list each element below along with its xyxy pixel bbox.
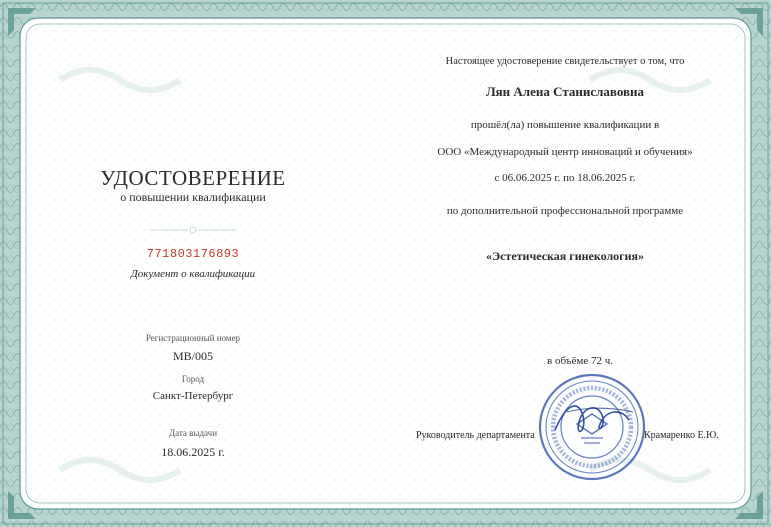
intro-text: Настоящее удостоверение свидетельствует о том, что — [445, 56, 685, 67]
completion-text: прошёл(ла) повышение квалификации в — [470, 119, 660, 131]
organization-seal — [537, 372, 647, 482]
city-value: Санкт-Петербург — [152, 390, 234, 402]
certificate-title: УДОСТОВЕРЕНИЕ — [100, 166, 286, 190]
registration-number-label: Регистрационный номер — [145, 333, 241, 343]
issue-date-label: Дата выдачи — [168, 428, 218, 438]
document-caption: Документ о квалификации — [130, 268, 256, 280]
registration-number-value: МВ/005 — [172, 349, 213, 363]
training-period: с 06.06.2025 г. по 18.06.2025 г. — [494, 172, 636, 184]
head-name: Крамаренко Е.Ю. — [644, 430, 719, 441]
head-title: Руководитель департамента — [416, 430, 535, 441]
certificate-subtitle: о повышении квалификации — [120, 190, 266, 204]
recipient-name: Лян Алена Станиславовна — [485, 84, 645, 99]
city-label: Город — [181, 374, 205, 384]
organization-name: ООО «Международный центр инноваций и обучения» — [437, 146, 693, 158]
document-number: 771803176893 — [146, 247, 240, 261]
issue-date-value: 18.06.2025 г. — [161, 445, 225, 459]
program-intro: по дополнительной профессиональной программе — [446, 205, 684, 217]
program-volume: в объёме 72 ч. — [547, 355, 613, 367]
program-name: «Эстетическая гинекология» — [485, 249, 645, 263]
